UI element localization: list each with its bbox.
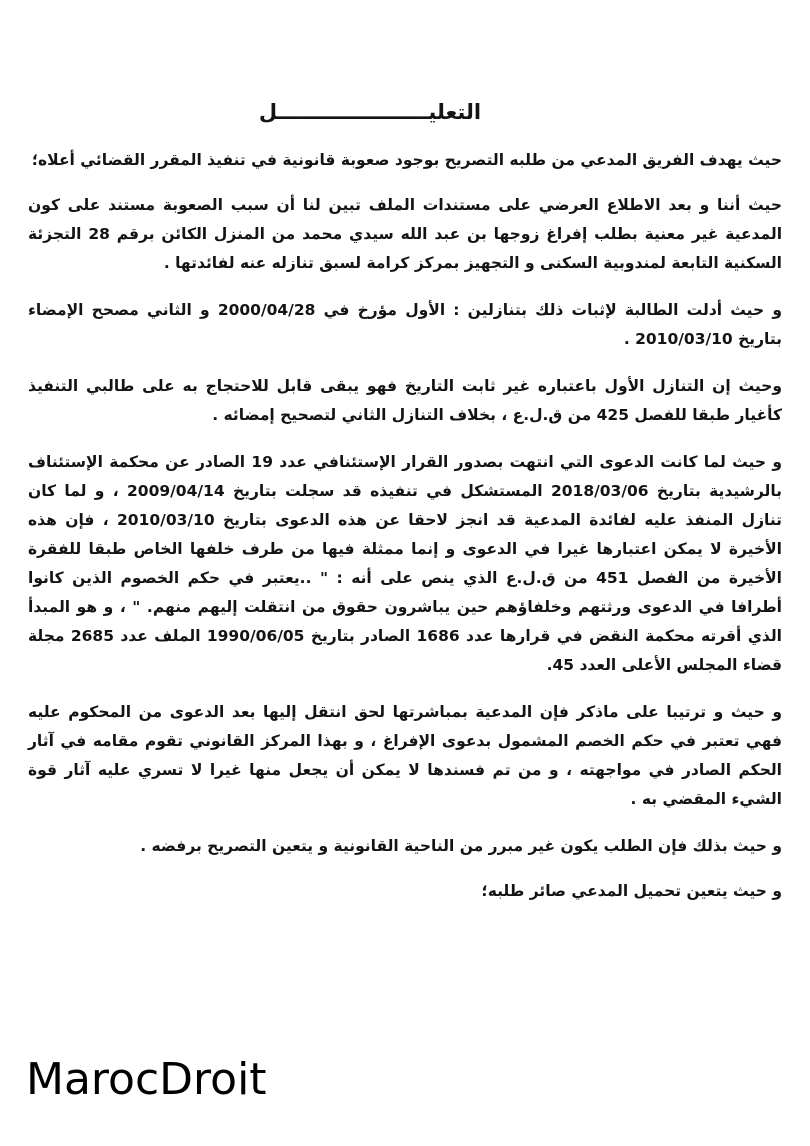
paragraph-7: و حيث بذلك فإن الطلب يكون غير مبرر من الناحية القانونية و يتعين التصريح برفضه . bbox=[140, 837, 782, 855]
paragraph-2: حيث أننا و بعد الاطلاع العرضي على مستندات الملف تبين لنا أن سبب الصعوبة مستند على كون المدعية غير معنية بطلب إفراغ زوجها بن عبد الله سيدي محمد من المنزل الكائن برقم 28 التجزئة السكنية التابعة لمندوبية السكنى و التجهيز بمركز كرامة لسبق تنازله عنه لفائدتها . bbox=[28, 196, 783, 272]
paragraph-4: وحيث إن التنازل الأول باعتباره غير ثابت التاريخ فهو يبقى قابل للاحتجاج به على طالبي التنفيذ كأغيار طبقا للفصل 425 من ق.ل.ع ، بخلاف التنازل الثاني لتصحيح إمضائه . bbox=[28, 377, 782, 424]
paragraph-3: و حيث أدلت الطالبة لإثبات ذلك بتنازلين : الأول مؤرخ في 2000/04/28 و الثاني مصحح الإمضاء بتاريخ 2010/03/10 . bbox=[28, 301, 782, 348]
paragraph-8: و حيث يتعين تحميل المدعي صائر طلبه؛ bbox=[481, 882, 782, 900]
paragraph-1: حيث يهدف الفريق المدعي من طلبه التصريح بوجود صعوبة قانونية في تنفيذ المقرر القضائي أعلاه؛ bbox=[31, 151, 782, 169]
paragraph-6: و حيث و ترتيبا على ماذكر فإن المدعية بمباشرتها لحق انتقل إليها بعد الدعوى من المحكوم عليه فهي تعتبر في حكم الخصم المشمول بدعوى الإفراغ ، و بهذا المركز القانوني تقوم مقامه في آثار الحكم الصادر في مواجهته ، و من تم فسندها لا يمكن أن يجعل منها غيرا لا تسري عليه آثار قوة الشيء المقضي به . bbox=[28, 703, 782, 808]
paragraph-5: و حيث لما كانت الدعوى التي انتهت بصدور القرار الإستئنافي عدد 19 الصادر عن محكمة الإستئناف بالرشيدية بتاريخ 2018/03/06 المستشكل في تنفيذه قد سجلت بتاريخ 2009/04/14 ، و لما كان تنازل المنفذ عليه لفائدة المدعية قد انجز لاحقا عن هذه الدعوى بتاريخ 2010/03/10 ، فإن هذه الأخيرة لا يمكن اعتبارها غيرا في الدعوى و إنما ممثلة فيها من طرف خلفها الخاص طبقا للفقرة الأخيرة من الفصل 451 من ق.ل.ع الذي ينص على أنه : " ..يعتبر في حكم الخصوم الذين كانوا أطرافا في الدعوى ورثتهم وخلفاؤهم حين يباشرون حقوق من انتقلت إليهم منهم. " ، و هو المبدأ الذي أقرته محكمة النقض في قرارها عدد 1686 الصادر بتاريخ 1990/06/05 الملف عدد 2685 مجلة قضاء المجلس الأعلى العدد 45. bbox=[28, 453, 782, 674]
document-body bbox=[28, 92, 782, 924]
section-heading: التعليـــــــــــــــــــــل bbox=[258, 100, 482, 124]
watermark-text: MarocDroit bbox=[26, 1054, 267, 1105]
